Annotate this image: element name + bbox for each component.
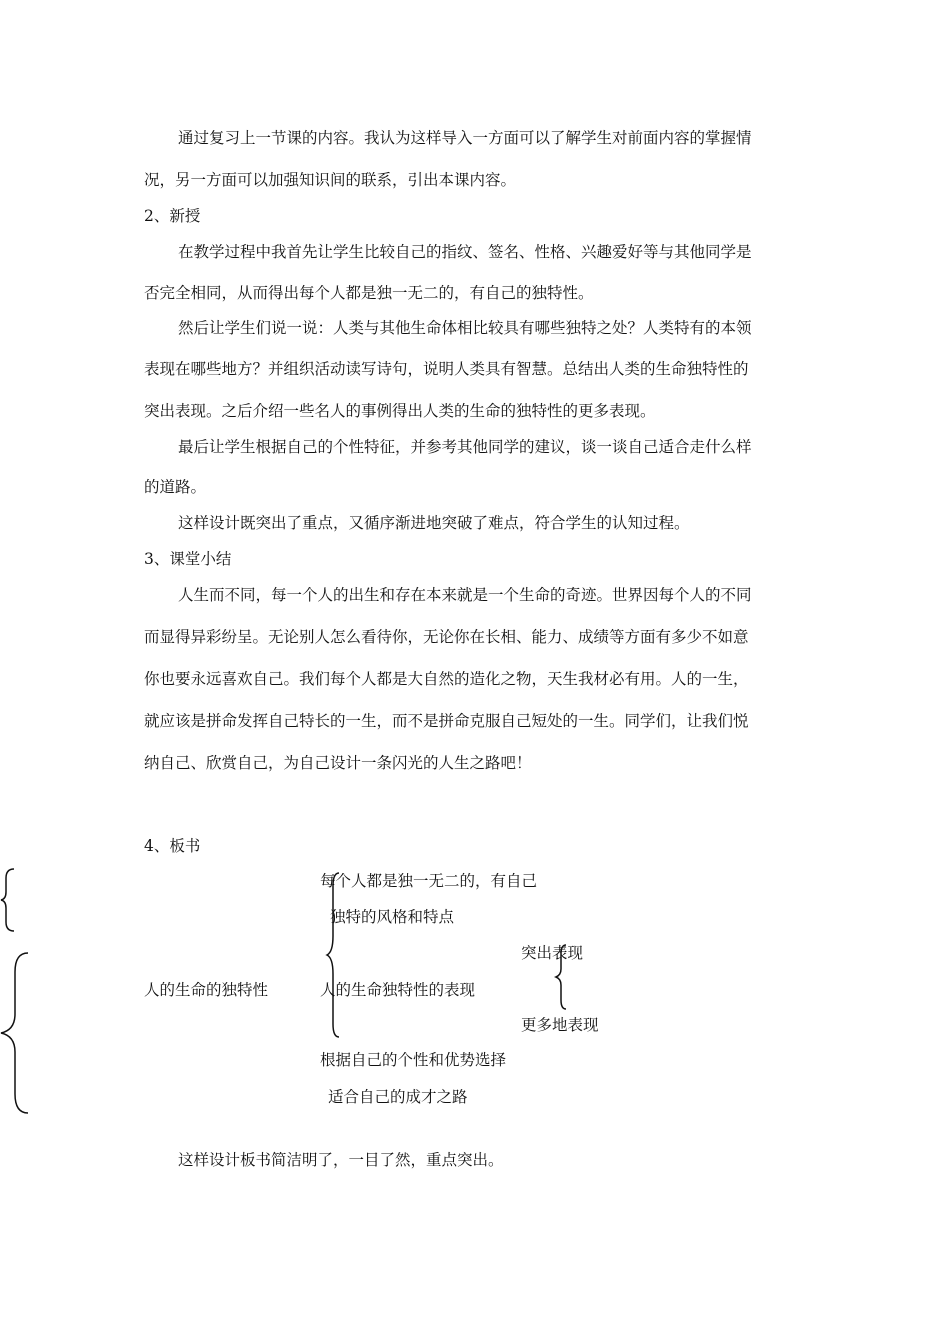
section-2-p3-line-1: 最后让学生根据自己的个性特征，并参考其他同学的建议，谈一谈自己适合走什么样: [178, 438, 752, 456]
section-3-p1-line-3: 你也要永远喜欢自己。我们每个人都是大自然的造化之物，天生我材必有用。人的一生，: [144, 670, 749, 688]
left-edge-brace-large: [0, 952, 32, 1114]
board-item-2-sub-1: 突出表现: [521, 944, 584, 962]
board-item-1-line-2: 独特的风格和特点: [330, 908, 455, 926]
board-root: 人的生命的独特性: [144, 981, 269, 999]
section-2-p2-line-3: 突出表现。之后介绍一些名人的事例得出人类的生命的独特性的更多表现。: [144, 402, 656, 420]
section-2-heading: 2、新授: [144, 207, 201, 225]
section-2-p3-line-2: 的道路。: [144, 478, 207, 496]
section-2-p4-line-1: 这样设计既突出了重点，又循序渐进地突破了难点，符合学生的认知过程。: [178, 514, 690, 532]
section-4-closing: 这样设计板书简洁明了，一目了然，重点突出。: [178, 1151, 504, 1169]
board-item-1-line-1: 每个人都是独一无二的，有自己: [320, 872, 538, 890]
board-item-2: 人的生命独特性的表现: [320, 981, 476, 999]
section-2-p1-line-2: 否完全相同，从而得出每个人都是独一无二的，有自己的独特性。: [144, 284, 594, 302]
board-item-3-line-1: 根据自己的个性和优势选择: [320, 1051, 507, 1069]
section-3-p1-line-1: 人生而不同，每一个人的出生和存在本来就是一个生命的奇迹。世界因每个人的不同: [178, 586, 752, 604]
section-3-p1-line-2: 而显得异彩纷呈。无论别人怎么看待你，无论你在长相、能力、成绩等方面有多少不如意: [144, 628, 749, 646]
board-main-brace: [324, 872, 342, 1038]
section-3-heading: 3、课堂小结: [144, 550, 232, 568]
section-3-p1-line-4: 就应该是拼命发挥自己特长的一生，而不是拼命克服自己短处的一生。同学们，让我们悦: [144, 712, 749, 730]
section-3-p1-line-5: 纳自己、欣赏自己，为自己设计一条闪光的人生之路吧！: [144, 754, 532, 772]
board-item-3-line-2: 适合自己的成才之路: [328, 1088, 468, 1106]
intro-line-1: 通过复习上一节课的内容。我认为这样导入一方面可以了解学生对前面内容的掌握情: [178, 129, 752, 147]
section-2-p2-line-2: 表现在哪些地方？并组织活动读写诗句，说明人类具有智慧。总结出人类的生命独特性的: [144, 360, 749, 378]
left-edge-brace-small: [0, 868, 20, 932]
board-item-2-sub-2: 更多地表现: [521, 1016, 599, 1034]
section-2-p2-line-1: 然后让学生们说一说：人类与其他生命体相比较具有哪些独特之处？人类特有的本领: [178, 319, 752, 337]
intro-line-2: 况，另一方面可以加强知识间的联系，引出本课内容。: [144, 171, 517, 189]
section-4-heading: 4、板书: [144, 837, 201, 855]
section-2-p1-line-1: 在教学过程中我首先让学生比较自己的指纹、签名、性格、兴趣爱好等与其他同学是: [178, 243, 752, 261]
